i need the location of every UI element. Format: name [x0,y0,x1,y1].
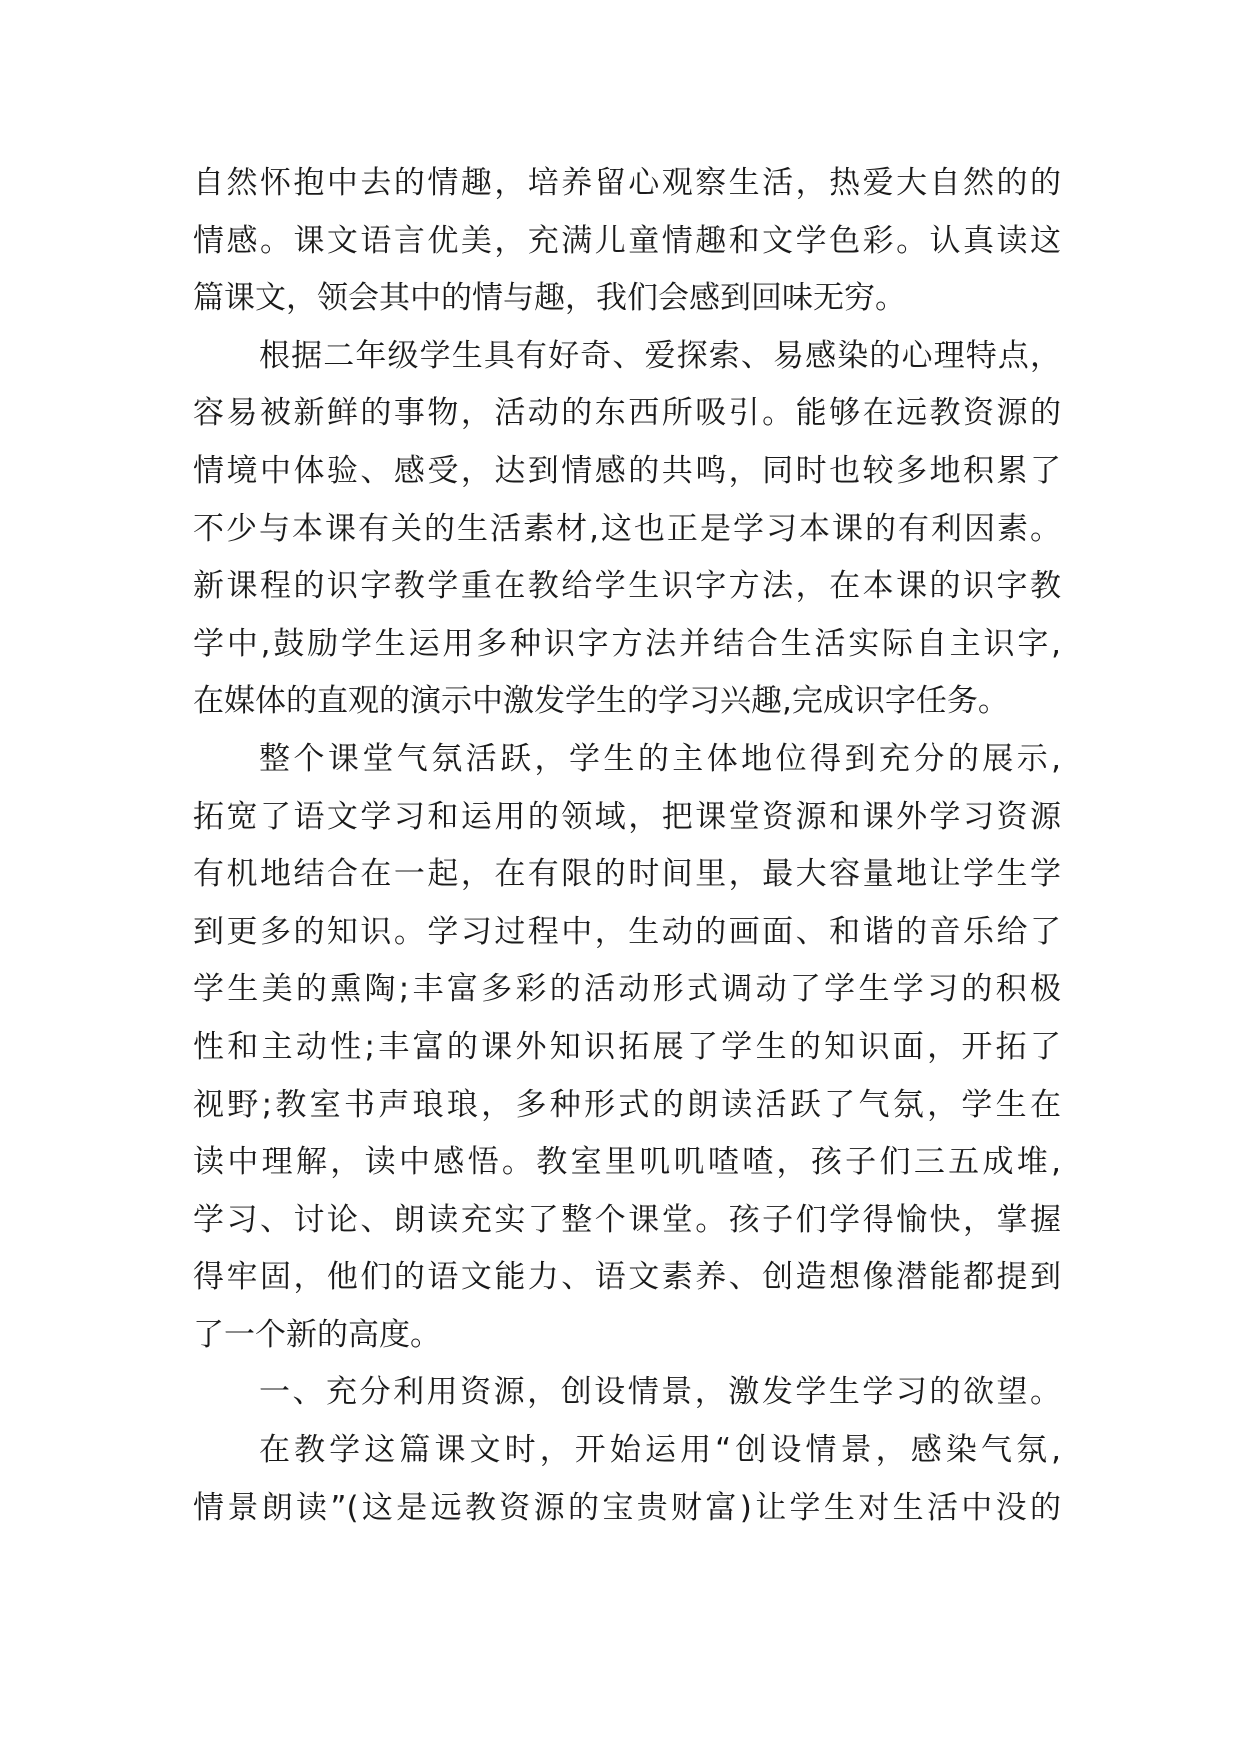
paragraph-2 [193,328,1061,731]
text-line: 得牢固，他们的语文能力、语文素养、创造想像潜能都提到 [193,1259,1061,1296]
text-line: 拓宽了语文学习和运用的领域，把课堂资源和课外学习资源 [193,798,1061,835]
text-line: 根据二年级学生具有好奇、爱探索、易感染的心理特点， [259,337,1061,374]
text-line: 学中,鼓励学生运用多种识字方法并结合生活实际自主识字, [193,625,1061,662]
text-line: 情境中体验、感受，达到情感的共鸣，同时也较多地积累了 [193,452,1061,489]
text-line: 新课程的识字教学重在教给学生识字方法，在本课的识字教 [193,568,1061,605]
text-line: 有机地结合在一起，在有限的时间里，最大容量地让学生学 [193,856,1061,893]
text-line: 了一个新的高度。 [193,1316,441,1353]
text-line: 整个课堂气氛活跃，学生的主体地位得到充分的展示, [259,740,1061,777]
paragraph-1 [193,155,1061,328]
text-line: 学生美的熏陶;丰富多彩的活动形式调动了学生学习的积极 [193,971,1061,1008]
text-line: 情感。课文语言优美，充满儿童情趣和文学色彩。认真读这 [193,222,1061,259]
paragraph-3 [193,731,1061,1365]
text-line: 容易被新鲜的事物，活动的东西所吸引。能够在远教资源的 [193,395,1061,432]
text-line: 视野;教室书声琅琅，多种形式的朗读活跃了气氛，学生在 [193,1086,1061,1123]
text-line: 在教学这篇课文时，开始运用“创设情景，感染气氛, [259,1432,1061,1469]
text-line: 读中理解，读中感悟。教室里叽叽喳喳，孩子们三五成堆, [193,1144,1061,1181]
paragraph-4 [193,1422,1061,1537]
text-line: 到更多的知识。学习过程中，生动的画面、和谐的音乐给了 [193,913,1061,950]
section-heading [193,1364,1061,1422]
text-line: 一、充分利用资源，创设情景，激发学生学习的欲望。 [259,1374,1061,1411]
text-line: 在媒体的直观的演示中激发学生的学习兴趣,完成识字任务。 [193,683,1009,720]
text-line: 情景朗读”(这是远教资源的宝贵财富)让学生对生活中没的 [193,1489,1061,1526]
text-line: 学习、讨论、朗读充实了整个课堂。孩子们学得愉快，掌握 [193,1201,1061,1238]
text-line: 不少与本课有关的生活素材,这也正是学习本课的有利因素。 [193,510,1061,547]
text-line: 自然怀抱中去的情趣，培养留心观察生活，热爱大自然的的 [193,165,1061,201]
text-line: 篇课文，领会其中的情与趣，我们会感到回味无穷。 [193,280,906,317]
document-body [193,155,1061,1537]
text-line: 性和主动性;丰富的课外知识拓展了学生的知识面，开拓了 [193,1028,1061,1065]
